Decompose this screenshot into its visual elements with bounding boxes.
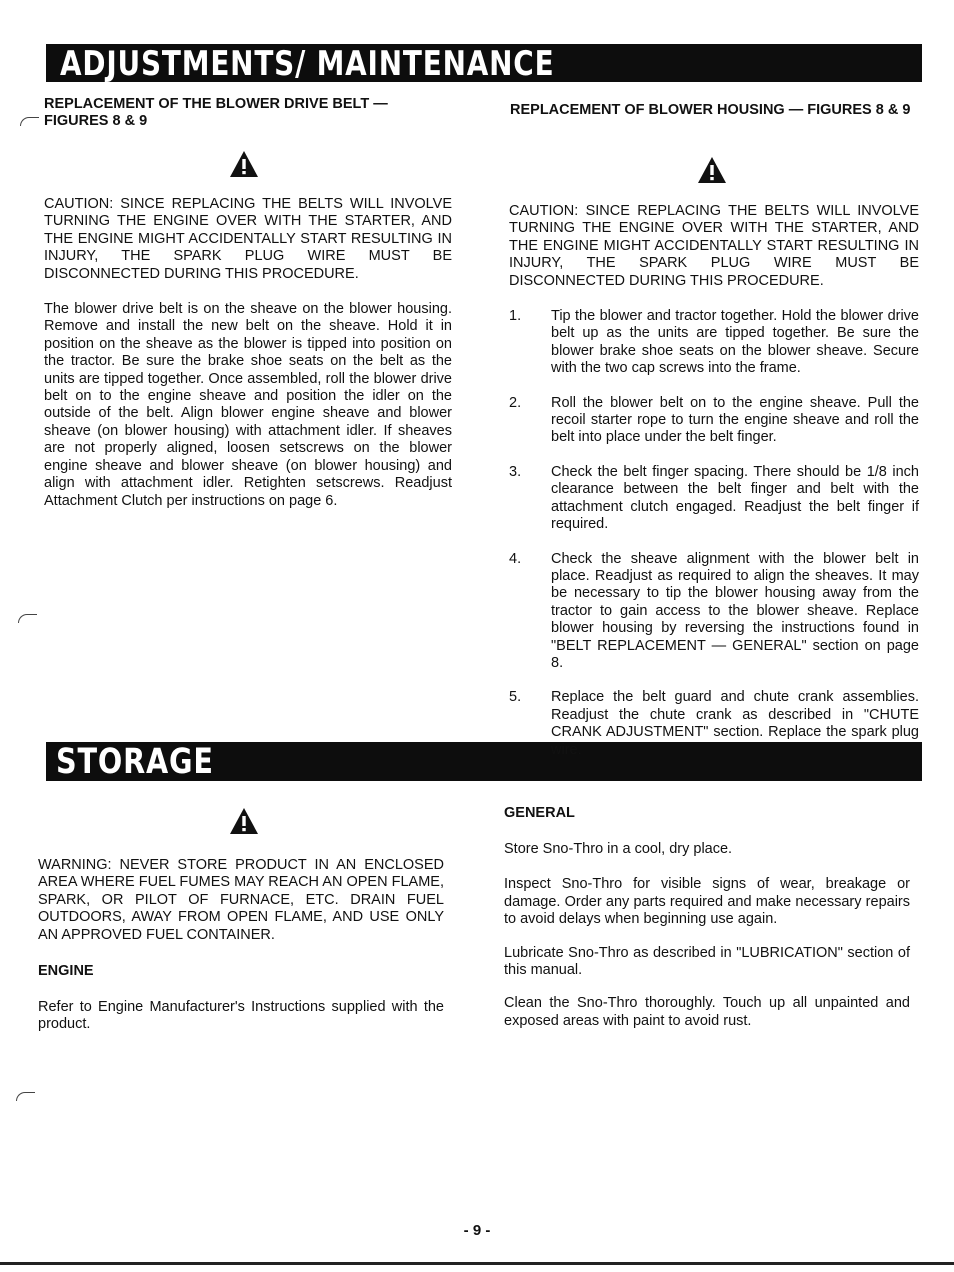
procedure-steps xyxy=(509,308,919,759)
heading-blower-drive-belt: REPLACEMENT OF THE BLOWER DRIVE BELT — FIGURES 8 & 9 xyxy=(44,96,388,129)
warning-triangle-icon xyxy=(229,150,259,178)
procedure-step xyxy=(509,689,919,759)
heading-general: GENERAL xyxy=(504,805,575,821)
blower-drive-belt-body: The blower drive belt is on the sheave on the blower housing. Remove and install the new belt on the sheave. Hold it in position on the sheave as the blower is tipped into position on the tractor. Be sure the brake shoe seats on the belt as the units are tipped together. Once assembled, roll the blower drive belt on to the engine sheave and position the idler on the outside of the belt. Align blower engine sheave and blower sheave (on blower housing) with attachment idler. If sheaves are not properly aligned, loosen setscrews on the blower engine sheave and blower sheave (on blower housing) and align with attachment idler. Retighten setscrews. Readjust Attachment Clutch per instructions on page 6. xyxy=(44,301,452,509)
general-paragraph-2: Inspect Sno-Thro for visible signs of wear, breakage or damage. Order any parts required and make necessary repairs to avoid delays when beginning use again. xyxy=(504,876,910,928)
storage-warning-text: WARNING: NEVER STORE PRODUCT IN AN ENCLOSED AREA WHERE FUEL FUMES MAY REACH AN OPEN FLAME, SPARK, OR PILOT OF FURNACE, ETC. DRAIN FUEL OUTDOORS, AWAY FROM OPEN FLAME, AND USE ONLY AN APPROVED FUEL CONTAINER. xyxy=(38,857,444,943)
heading-blower-housing: REPLACEMENT OF BLOWER HOUSING — FIGURES 8 & 9 xyxy=(510,102,911,118)
procedure-step xyxy=(509,395,919,447)
procedure-step xyxy=(509,464,919,534)
storage-right-column xyxy=(504,805,910,1030)
step-text: Roll the blower belt on to the engine sheave. Pull the recoil starter rope to turn the engine sheave and roll the belt into place under the belt finger. xyxy=(551,394,919,446)
general-paragraph-3: Lubricate Sno-Thro as described in "LUBRICATION" section of this manual. xyxy=(504,944,910,979)
bottom-rule xyxy=(0,1262,954,1265)
step-number: 5. xyxy=(509,689,522,706)
step-number: 3. xyxy=(509,463,522,480)
caution-text-right: CAUTION: SINCE REPLACING THE BELTS WILL INVOLVE TURNING THE ENGINE OVER WITH THE STARTER, AND THE ENGINE MIGHT ACCIDENTALLY START RESULTING IN INJURY, THE SPARK PLUG WIRE MUST BE DISCONNECTED DURING THIS PROCEDURE. xyxy=(509,203,919,289)
banner-title-adjustments: ADJUSTMENTS/ MAINTENANCE xyxy=(60,44,555,84)
hole-punch-mark xyxy=(20,117,39,126)
step-text: Check the sheave alignment with the blower belt in place. Readjust as required to align the sheaves. It may be necessary to tip the blower housing away from the tractor to gain access to the blower sheave. Replace blower housing by reversing the instructions found in "BELT REPLACEMENT — GENERAL" section on page 8. xyxy=(551,550,919,671)
warning-triangle-icon xyxy=(697,156,727,184)
step-number: 4. xyxy=(509,550,522,567)
step-text: Check the belt finger spacing. There should be 1/8 inch clearance between the belt finger and belt with the attachment clutch engaged. Readjust the belt finger if required. xyxy=(551,463,919,533)
caution-text-left: CAUTION: SINCE REPLACING THE BELTS WILL INVOLVE TURNING THE ENGINE OVER WITH THE STARTER, AND THE ENGINE MIGHT ACCIDENTALLY START RESULTING IN INJURY, THE SPARK PLUG WIRE MUST BE DISCONNECTED DURING THIS PROCEDURE. xyxy=(44,196,452,282)
step-text: Tip the blower and tractor together. Hold the blower drive belt up as the units are tipped together. Be sure the blower brake shoe seats on the blower sheave. Secure with the two cap screws into the frame. xyxy=(551,308,919,377)
step-number: 2. xyxy=(509,394,522,411)
right-column-top xyxy=(510,102,920,119)
warning-triangle-icon xyxy=(229,807,259,835)
hole-punch-mark xyxy=(16,1092,35,1101)
storage-left-column xyxy=(38,857,444,1034)
page-number: - 9 - xyxy=(463,1222,491,1239)
procedure-step xyxy=(509,551,919,673)
general-paragraph-1: Store Sno-Thro in a cool, dry place. xyxy=(504,841,733,857)
left-column-top xyxy=(44,96,452,130)
section-banner-adjustments xyxy=(46,44,922,82)
banner-title-storage: STORAGE xyxy=(56,742,214,782)
procedure-step xyxy=(509,308,919,378)
left-caution-block xyxy=(44,196,452,510)
step-number: 1. xyxy=(509,308,522,325)
heading-engine: ENGINE xyxy=(38,963,94,980)
general-paragraph-4: Clean the Sno-Thro thoroughly. Touch up all unpainted and exposed areas with paint to avoid rust. xyxy=(504,995,910,1029)
hole-punch-mark xyxy=(18,614,37,623)
step-text: Replace the belt guard and chute crank assemblies. Readjust the chute crank as described in "CHUTE CRANK ADJUSTMENT" section. Replace the spark plug wire. xyxy=(551,689,919,758)
engine-text: Refer to Engine Manufacturer's Instructions supplied with the product. xyxy=(38,999,444,1033)
right-caution-block xyxy=(509,203,919,759)
